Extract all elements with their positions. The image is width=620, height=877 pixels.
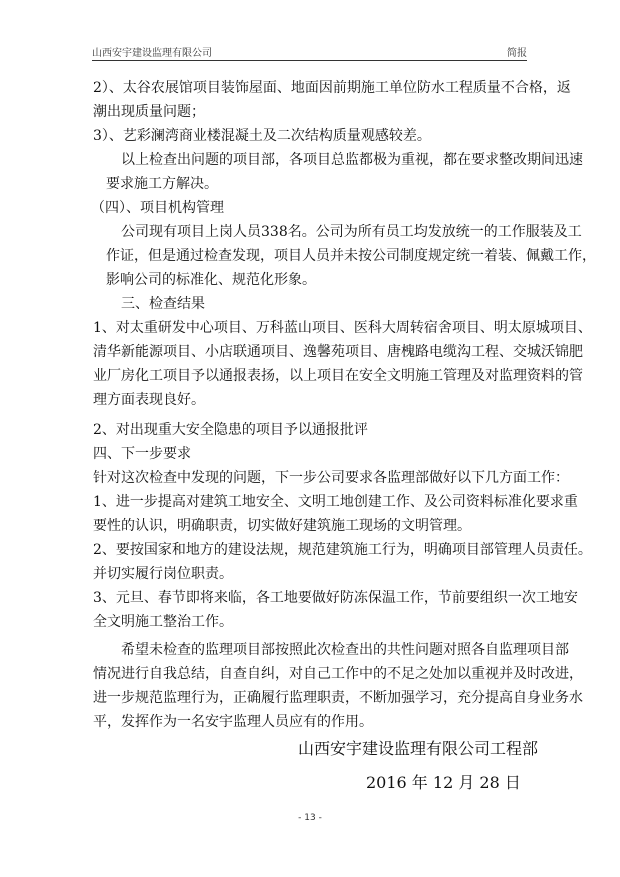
section-heading: （四）、项目机构管理 bbox=[91, 200, 224, 216]
signature-org: 山西安宇建设监理有限公司工程部 bbox=[298, 739, 539, 758]
text-line: 1、对太重研发中心项目、万科蓝山项目、医科大周转宿舍项目、明太原城项目、 bbox=[93, 320, 592, 336]
text-line: 并切实履行岗位职责。 bbox=[93, 566, 233, 582]
text-line: 2）、太谷农展馆项目装饰屋面、地面因前期施工单位防水工程质量不合格，返 bbox=[93, 80, 571, 96]
text-line: 希望未检查的监理项目部按照此次检查出的共性问题对照各自监理项目部 bbox=[121, 642, 569, 658]
text-line: 3）、艺彩澜湾商业楼混凝土及二次结构质量观感较差。 bbox=[93, 128, 431, 144]
text-line: 针对这次检查中发现的问题，下一步公司要求各监理部做好以下几方面工作： bbox=[93, 470, 569, 486]
text-line: 要求施工方解决。 bbox=[106, 176, 218, 192]
page-number: - 13 - bbox=[298, 813, 322, 823]
text-line: 3、元旦、春节即将来临，各工地要做好防冻保温工作，节前要组织一次工地安 bbox=[93, 590, 578, 606]
page-header bbox=[92, 42, 527, 61]
text-line: 潮出现质量问题； bbox=[93, 104, 205, 120]
text-line: 理方面表现良好。 bbox=[93, 392, 205, 408]
text-line: 2、对出现重大安全隐患的项目予以通报批评 bbox=[93, 422, 368, 438]
text-line: 清华新能源项目、小店联通项目、逸馨苑项目、唐槐路电缆沟工程、交城沃锦肥 bbox=[93, 344, 583, 360]
text-line: 以上检查出问题的项目部，各项目总监都极为重视，都在要求整改期间迅速 bbox=[121, 152, 583, 168]
section-heading: 三、检查结果 bbox=[121, 296, 205, 312]
text-line: 公司现有项目上岗人员338名。公司为所有员工均发放统一的工作服装及工 bbox=[121, 224, 582, 240]
text-line: 1、进一步提高对建筑工地安全、文明工地创建工作、及公司资料标准化要求重 bbox=[93, 494, 578, 510]
text-line: 平，发挥作为一名安宇监理人员应有的作用。 bbox=[93, 714, 373, 730]
header-doc-type: 简报 bbox=[507, 48, 527, 59]
text-line: 2、要按国家和地方的建设法规，规范建筑施工行为，明确项目部管理人员责任。 bbox=[93, 542, 592, 558]
text-line: 要性的认识，明确职责，切实做好建筑施工现场的文明管理。 bbox=[93, 518, 471, 534]
text-line: 全文明施工整治工作。 bbox=[93, 614, 233, 630]
text-line: 业厂房化工项目予以通报表扬，以上项目在安全文明施工管理及对监理资料的管 bbox=[93, 368, 583, 384]
header-company: 山西安宇建设监理有限公司 bbox=[92, 48, 212, 59]
text-line: 进一步规范监理行为，正确履行监理职责，不断加强学习，充分提高自身业务水 bbox=[93, 690, 583, 706]
text-line: 作证，但是通过检查发现，项目人员并未按公司制度规定统一着装、佩戴工作， bbox=[106, 248, 596, 264]
text-line: 影响公司的标准化、规范化形象。 bbox=[106, 272, 316, 288]
signature-date: 2016 年 12 月 28 日 bbox=[366, 773, 521, 792]
section-heading: 四、下一步要求 bbox=[93, 446, 191, 462]
text-line: 情况进行自我总结，自查自纠，对自己工作中的不足之处加以重视并及时改进， bbox=[93, 666, 583, 682]
